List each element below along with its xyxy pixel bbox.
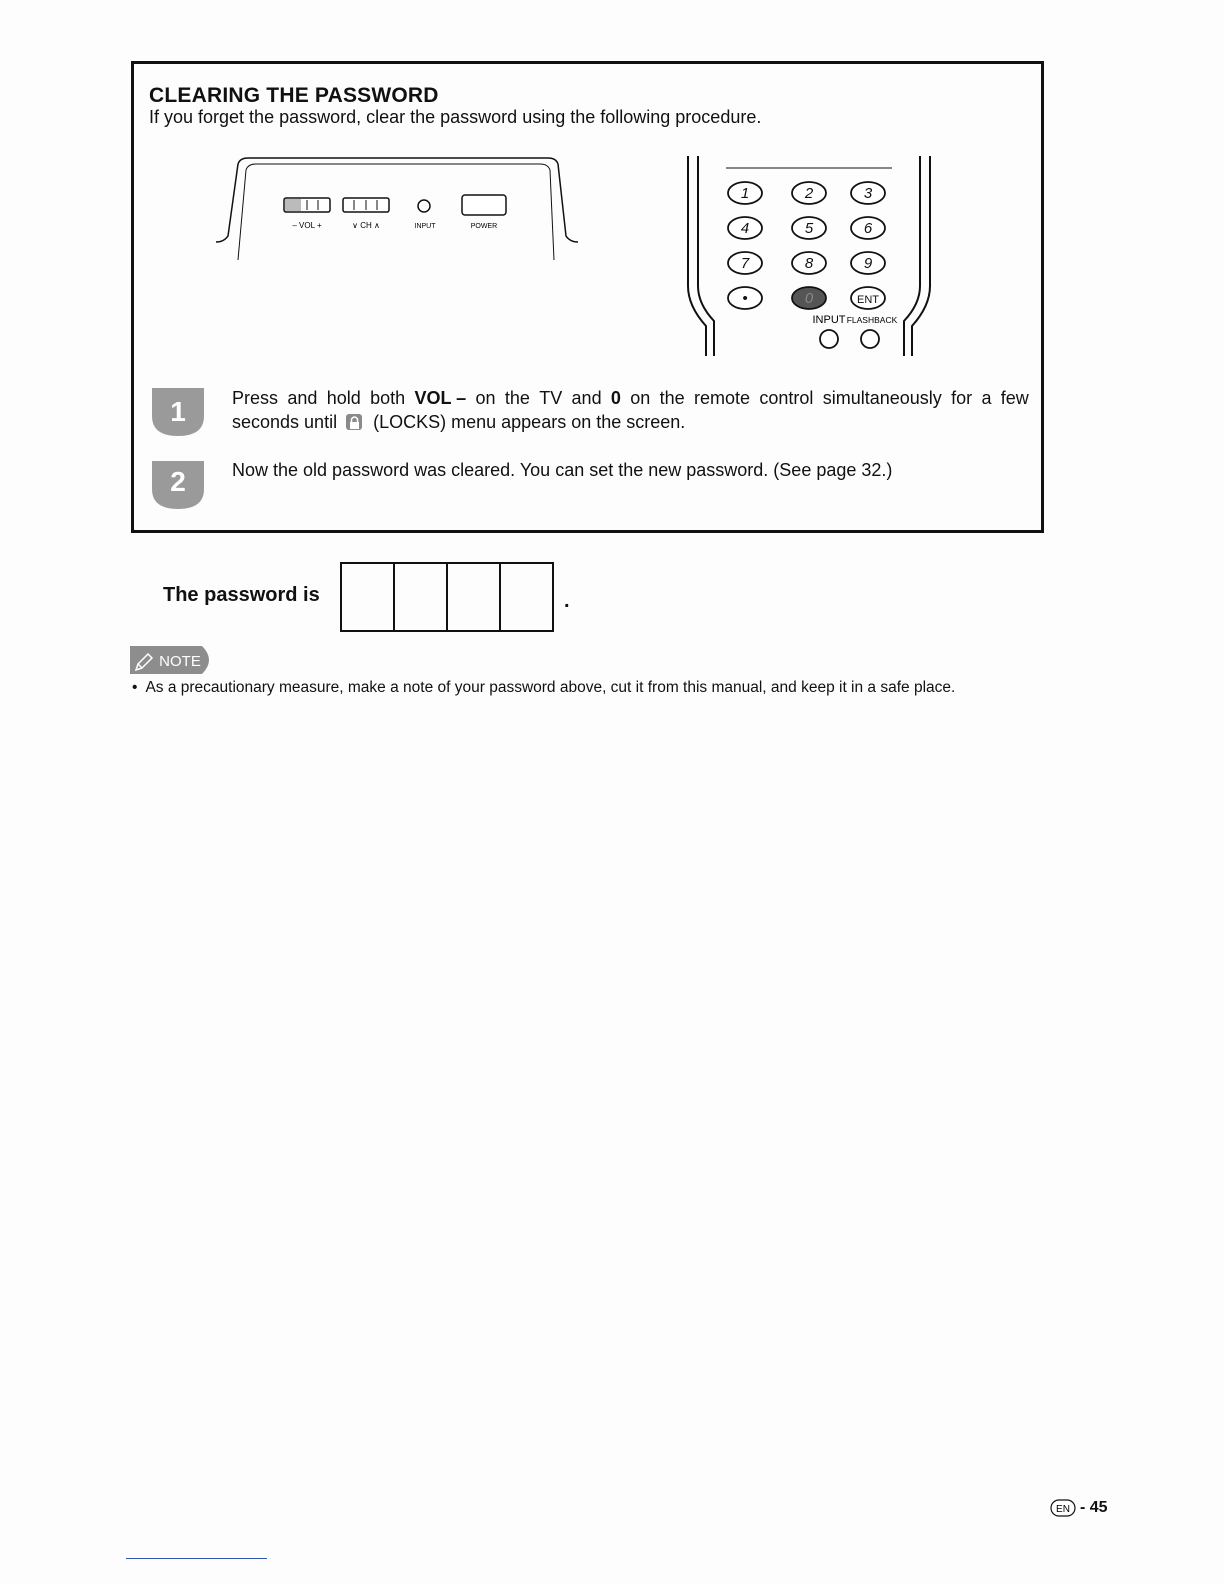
vol-label: – VOL + <box>292 221 322 230</box>
svg-text:NOTE: NOTE <box>159 653 201 670</box>
remote-key-9 <box>851 252 885 274</box>
remote-key-3 <box>851 182 885 204</box>
footer-link-underline <box>126 1558 267 1559</box>
step-1-badge <box>150 386 206 438</box>
password-boxes <box>340 562 554 632</box>
step-2-badge <box>150 459 206 511</box>
remote-key-2 <box>792 182 826 204</box>
remote-flashback-label: FLASHBACK <box>846 315 898 325</box>
svg-text:2: 2 <box>804 185 814 202</box>
input-label: INPUT <box>414 223 436 230</box>
remote-key-6 <box>851 217 885 239</box>
vol-button <box>284 198 330 212</box>
step-1-text: Press and hold both VOL – on the TV and 0 on the remote control simultaneously for a few seconds until (LOCKS) menu appears on the screen. <box>232 388 1029 432</box>
svg-text:5: 5 <box>804 220 814 237</box>
note-badge <box>130 646 216 674</box>
svg-text:1: 1 <box>740 185 750 202</box>
remote-key-1 <box>728 182 762 204</box>
input-button <box>418 200 430 212</box>
page-number: EN - 45 <box>1050 1499 1108 1517</box>
svg-text:0: 0 <box>804 290 814 307</box>
ch-button <box>343 198 389 212</box>
remote-input-label: INPUT <box>812 314 846 326</box>
svg-text:6: 6 <box>863 220 873 237</box>
remote-key-4 <box>728 217 762 239</box>
remote-key-ent <box>851 287 885 309</box>
svg-text:4: 4 <box>740 220 750 237</box>
remote-illustration <box>680 156 940 361</box>
section-title: CLEARING THE PASSWORD <box>149 84 439 107</box>
svg-text:9: 9 <box>863 255 873 272</box>
remote-key-0 <box>792 287 826 309</box>
section-intro: If you forget the password, clear the password using the following procedure. <box>149 107 762 127</box>
remote-key-dot <box>728 287 762 309</box>
tv-panel-illustration <box>214 156 584 266</box>
remote-key-7 <box>728 252 762 274</box>
remote-key-5 <box>792 217 826 239</box>
password-end: . <box>564 590 570 612</box>
remote-key-8 <box>792 252 826 274</box>
password-digit-box <box>499 564 552 630</box>
remote-input-button <box>820 330 838 348</box>
power-button <box>462 195 506 215</box>
remote-flashback-button <box>861 330 879 348</box>
password-digit-box <box>342 564 393 630</box>
note-text: • As a precautionary measure, make a note of your password above, cut it from this manual, and keep it in a safe place. <box>132 679 956 696</box>
password-label: The password is <box>163 584 320 606</box>
svg-text:7: 7 <box>740 255 750 272</box>
svg-text:•: • <box>742 290 748 307</box>
language-badge <box>1050 1499 1076 1517</box>
svg-text:2: 2 <box>170 466 186 497</box>
password-digit-box <box>393 564 446 630</box>
svg-text:8: 8 <box>804 255 814 272</box>
svg-text:EN: EN <box>1056 1504 1070 1515</box>
power-label: POWER <box>470 223 498 230</box>
lock-icon <box>344 410 366 432</box>
svg-text:ENT: ENT <box>857 294 879 306</box>
password-digit-box <box>446 564 499 630</box>
svg-text:1: 1 <box>170 396 186 427</box>
ch-label: ∨ CH ∧ <box>352 221 380 230</box>
step-2-text: Now the old password was cleared. You can set the new password. (See page 32.) <box>232 460 893 480</box>
svg-text:3: 3 <box>863 185 873 202</box>
